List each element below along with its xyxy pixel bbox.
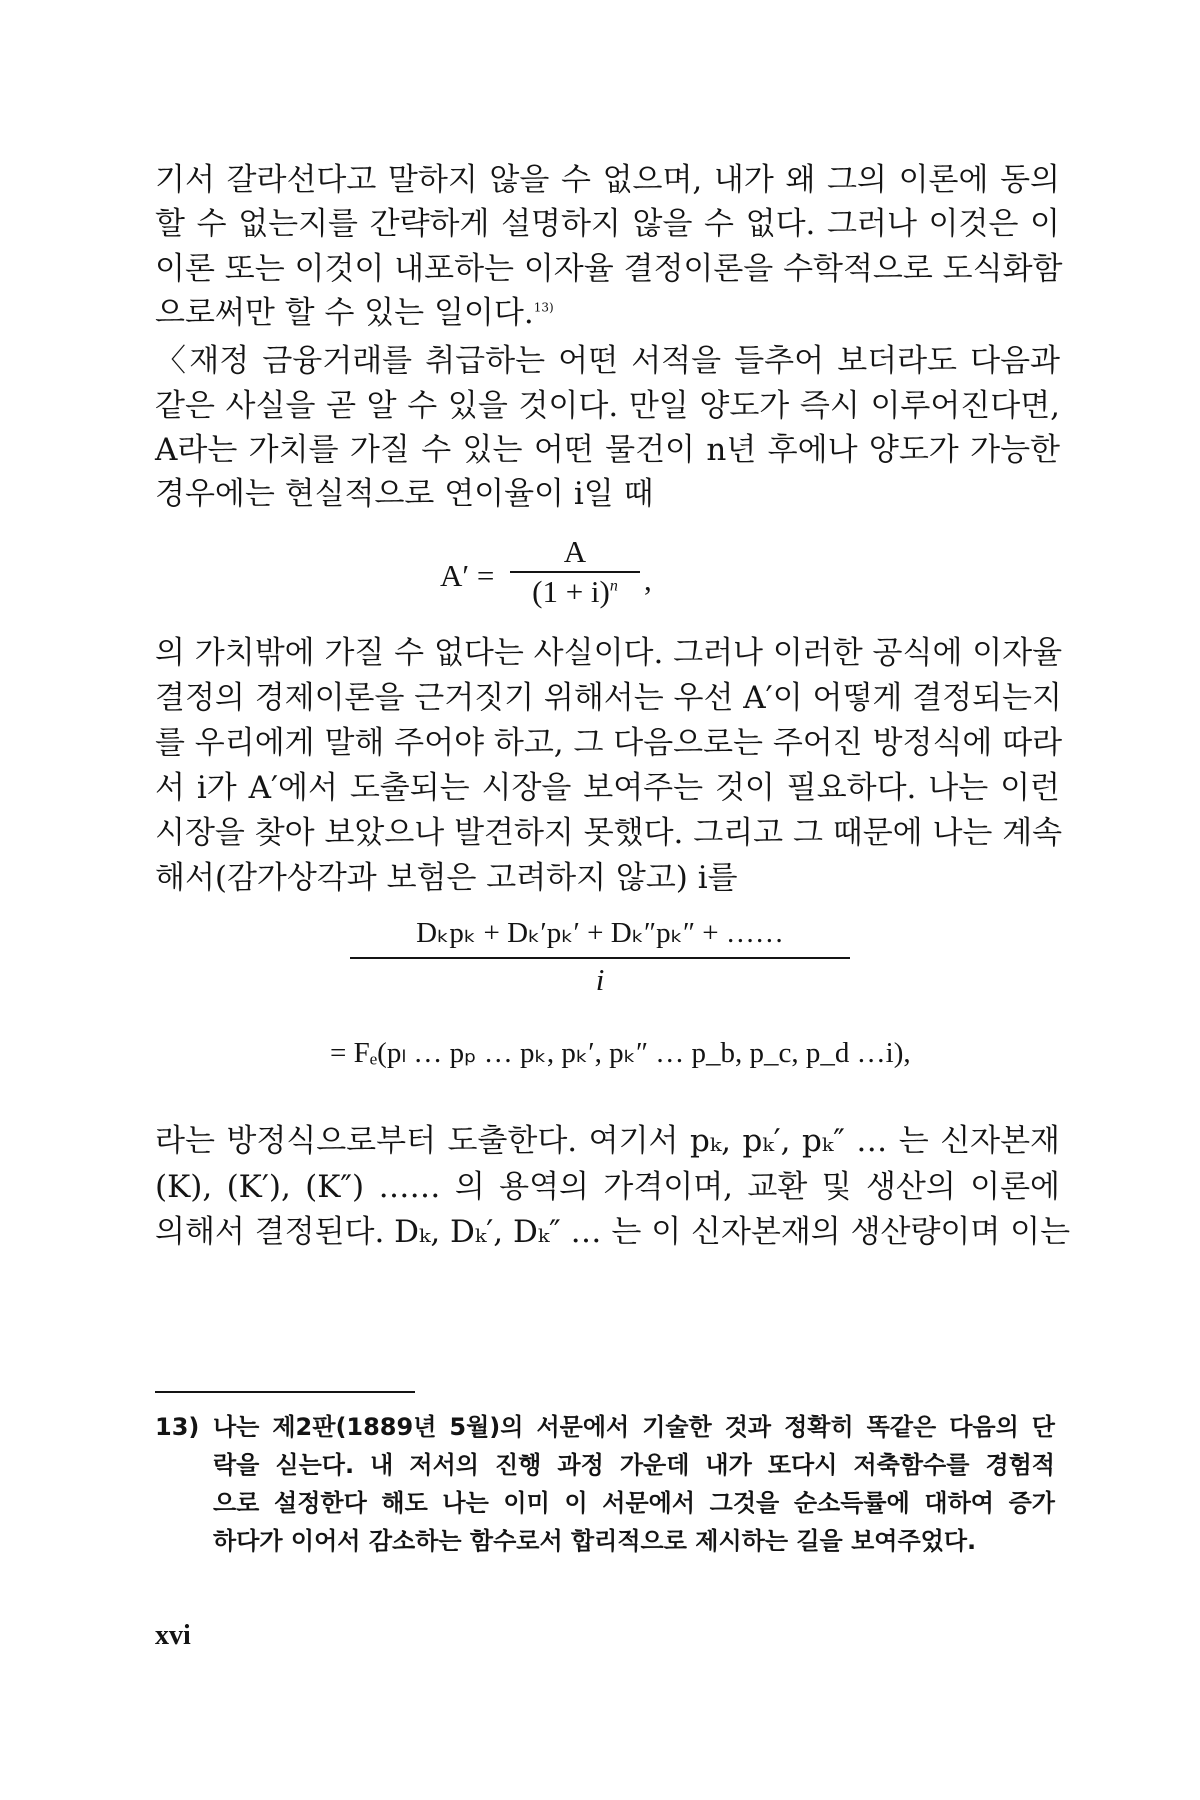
formula2-denominator: i xyxy=(595,962,605,997)
body-line: 경우에는 현실적으로 연이율이 i일 때 xyxy=(155,476,654,512)
body-line: 이론 또는 이것이 내포하는 이자율 결정이론을 수학적으로 도식화함 xyxy=(155,251,1063,287)
body-line: 결정의 경제이론을 근거짓기 위해서는 우선 A′이 어떻게 결정되는지 xyxy=(155,680,1062,716)
page-number: xvi xyxy=(155,1620,191,1651)
footnote-line: 하다가 이어서 감소하는 함수로서 합리적으로 제시하는 길을 보여주었다. xyxy=(213,1527,977,1555)
footnote-number: 13) xyxy=(155,1413,200,1441)
formula-lhs: A′ = xyxy=(440,558,495,593)
formula-denominator: $(1 + i)^n$ xyxy=(532,574,618,609)
footnote-line: 나는 제2판(1889년 5월)의 서문에서 기술한 것과 정확히 똑같은 다음의 단 xyxy=(213,1413,1055,1441)
body-line xyxy=(155,293,1060,333)
body-line: 의 가치밖에 가질 수 없다는 사실이다. 그러나 이러한 공식에 이자율 xyxy=(155,635,1063,671)
body-line: 기서 갈라선다고 말하지 않을 수 없으며, 내가 왜 그의 이론에 동의 xyxy=(155,162,1060,198)
body-line: 를 우리에게 말해 주어야 하고, 그 다음으로는 주어진 방정식에 따라 xyxy=(155,725,1063,761)
body-line: 〈재정 금융거래를 취급하는 어떤 서적을 들추어 보더라도 다음과 xyxy=(155,343,1060,379)
body-line-text: 으로써만 할 수 있는 일이다. xyxy=(155,295,534,331)
formula2-numerator: Dₖpₖ + Dₖ′pₖ′ + Dₖ″pₖ″ + …… xyxy=(416,917,784,949)
footnote-reference: 13) xyxy=(533,300,554,315)
body-line: A라는 가치를 가질 수 있는 어떤 물건이 n년 후에나 양도가 가능한 xyxy=(155,432,1060,468)
formula-comma: , xyxy=(644,562,652,597)
body-line: 해서(감가상각과 보험은 고려하지 않고) i를 xyxy=(155,860,738,896)
body-line: 시장을 찾아 보았으나 발견하지 못했다. 그리고 그 때문에 나는 계속 xyxy=(155,815,1063,851)
formula-present-value xyxy=(440,534,660,620)
fraction-bar xyxy=(510,571,640,573)
body-line: 서 i가 A′에서 도출되는 시장을 보여주는 것이 필요하다. 나는 이런 xyxy=(155,770,1060,806)
formula2-rhs: = Fₑ(pₗ … pₚ … pₖ, pₖ′, pₖ″ … p_b, p_c, p_d …i), xyxy=(330,1037,911,1069)
footnote-line: 으로 설정한다 해도 나는 이미 이 서문에서 그것을 순소득률에 대하여 증가 xyxy=(213,1489,1055,1517)
fraction-bar xyxy=(350,957,850,959)
formula-numerator: A xyxy=(563,534,587,569)
body-line: 의해서 결정된다. Dₖ, Dₖ′, Dₖ″ … 는 이 신자본재의 생산량이며 이는 xyxy=(155,1214,1071,1250)
body-line: 라는 방정식으로부터 도출한다. 여기서 pₖ, pₖ′, pₖ″ … 는 신자본재 xyxy=(155,1123,1060,1159)
body-line: 할 수 없는지를 간략하게 설명하지 않을 수 없다. 그러나 이것은 이 xyxy=(155,206,1060,242)
body-line: 같은 사실을 곧 알 수 있을 것이다. 만일 양도가 즉시 이루어진다면, xyxy=(155,388,1060,424)
footnote-separator xyxy=(155,1391,415,1393)
footnote-line: 락을 싣는다. 내 저서의 진행 과정 가운데 내가 또다시 저축함수를 경험적 xyxy=(213,1451,1055,1479)
body-line: (K), (K′), (K″) …… 의 용역의 가격이며, 교환 및 생산의 이론에 xyxy=(155,1169,1060,1205)
